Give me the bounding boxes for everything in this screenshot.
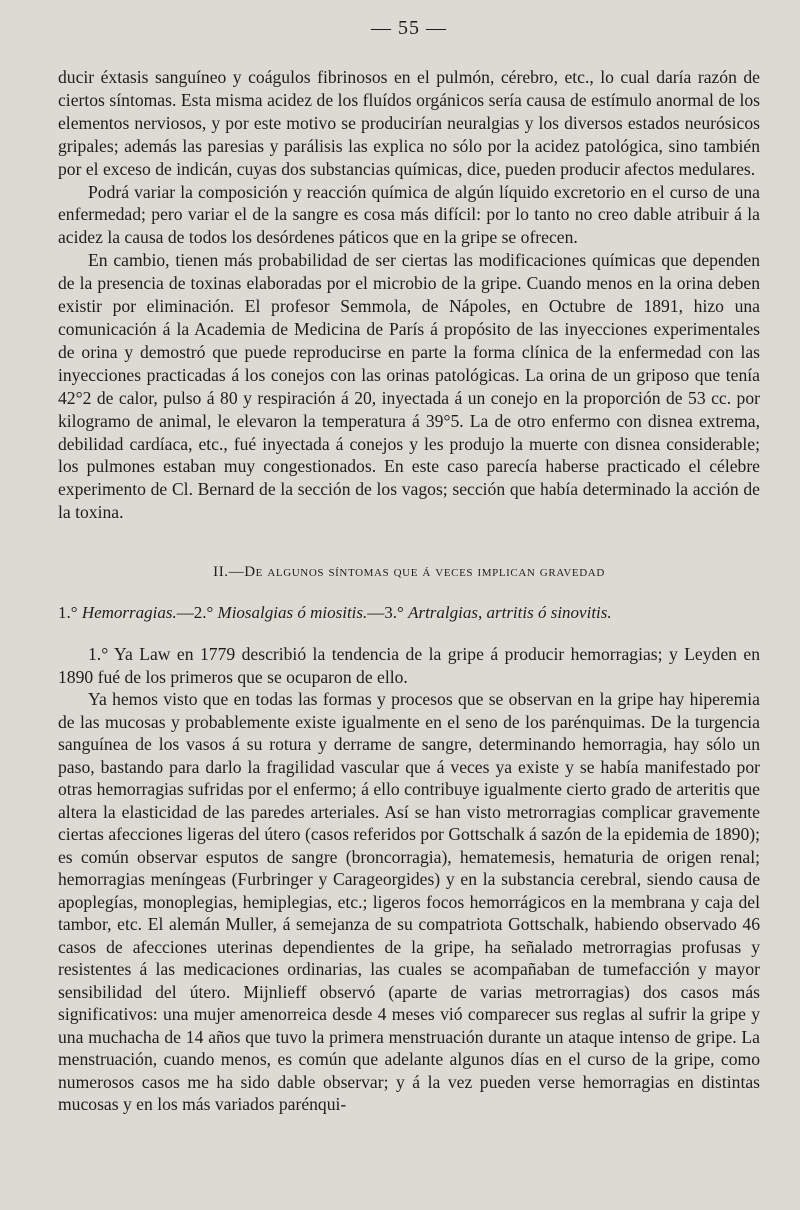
subtopic-number: —3.° (367, 603, 404, 623)
paragraph: ducir éxtasis sanguíneo y coágulos fibrinosos en el pulmón, cérebro, etc., lo cual daría razón de ciertos síntomas. Esta misma acidez de los fluídos orgánicos sería causa de estímulo anormal de los elementos nerviosos, y por este motivo se producirían neuralgias y los diversos estados neurósicos gripales; además las paresias y parálisis las explica no sólo por la acidez patológica, sino también por el exceso de indicán, cuyas dos substancias químicas, dice, pueden producir afectos medulares. (58, 67, 760, 179)
subtopic-title: Artralgias, artritis ó sinovitis. (408, 603, 612, 623)
subtopic-number: —2.° (176, 603, 214, 623)
subtopics-line (58, 603, 760, 623)
page-number: — 55 — (371, 17, 447, 39)
paragraph: En cambio, tienen más probabilidad de ser ciertas las modificaciones químicas que dependen de la presencia de toxinas elaboradas por el microbio de la gripe. Cuando menos en la orina deben existir por eliminación. El profesor Semmola, de Nápoles, en Octubre de 1891, hizo una comunicación á la Academia de Medicina de París á propósito de las inyecciones experimentales de orina y demostró que puede reproducirse en parte la forma clínica de la enfermedad con las inyecciones practicadas á los conejos con las orinas patológicas. La orina de un griposo que tenía 42°2 de calor, pulso á 80 y respiración á 20, inyectada á un conejo en la proporción de 53 cc. por kilogramo de animal, le elevaron la temperatura á 39°5. La de otro enfermo con disnea extrema, debilidad cardíaca, etc., fué inyectada á conejos y les produjo la muerte con disnea considerable; los pulmones estaban muy congestionados. En este caso parecía haberse practicado el célebre experimento de Cl. Bernard de la sección de los vagos; sección que había determinado la acción de la toxina. (58, 250, 760, 523)
paragraph: Podrá variar la composición y reacción química de algún líquido excretorio en el curso de una enfermedad; pero variar el de la sangre es cosa más difícil: por lo tanto no creo dable atribuir á la acidez la causa de todos los desórdenes páticos que en la gripe se ofrecen. (58, 181, 760, 248)
body-text-top (58, 66, 760, 524)
section-heading: II.—De algunos síntomas que á veces implican gravedad (213, 564, 605, 581)
subtopic-title: Miosalgias ó miositis. (217, 603, 368, 623)
body-text-bottom (58, 643, 760, 1116)
paragraph: 1.° Ya Law en 1779 describió la tendencia de la gripe á producir hemorragias; y Leyden en 1890 fué de los primeros que se ocuparon de ello. (58, 644, 760, 687)
subtopic-number: 1.° (58, 603, 78, 623)
subtopic-title: Hemorragias. (81, 603, 177, 623)
paragraph: Ya hemos visto que en todas las formas y procesos que se observan en la gripe hay hiperemia de las mucosas y probablemente existe igualmente en el seno de los parénquimas. De la turgencia sanguínea de los vasos á su rotura y derrame de sangre, determinando hemorragia, hay sólo un paso, bastando para darlo la fragilidad vascular que á veces ya existe y se había manifestado por otras hemorragias sufridas por el enfermo; á ello contribuye igualmente cierto grado de arteritis que altera la elasticidad de las paredes arteriales. Así se han visto metrorragias complicar gravemente ciertas afecciones ligeras del útero (casos referidos por Gottschalk á sazón de la epidemia de 1890); es común observar esputos de sangre (broncorragia), hematemesis, hematuria de origen renal; hemorragias meníngeas (Furbringer y Carageorgides) y en la substancia cerebral, siendo causa de apoplegías, monoplegias, hemiplegias, etc.; ligeros focos hemorrágicos en la membrana y caja del tambor, etc. El alemán Muller, á semejanza de su compatriota Gottschalk, habiendo observado 46 casos de afecciones uterinas dependientes de la gripe, ha señalado metrorragias profusas y resistentes á las medicaciones ordinarias, las cuales se acompañaban de tumefacción y mayor sensibilidad del útero. Mijnlieff observó (aparte de varias metrorragias) dos casos más significativos: una mujer amenorreica desde 4 meses vió comparecer sus reglas al sufrir la gripe y una muchacha de 14 años que tuvo la primera menstruación durante un ataque intenso de gripe. La menstruación, cuando menos, es común que adelante algunos días en el curso de la gripe, como numerosos casos me ha sido dable observar; y á la vez pueden verse hemorragias en distintas mucosas y en los más variados parénqui- (58, 689, 760, 1115)
